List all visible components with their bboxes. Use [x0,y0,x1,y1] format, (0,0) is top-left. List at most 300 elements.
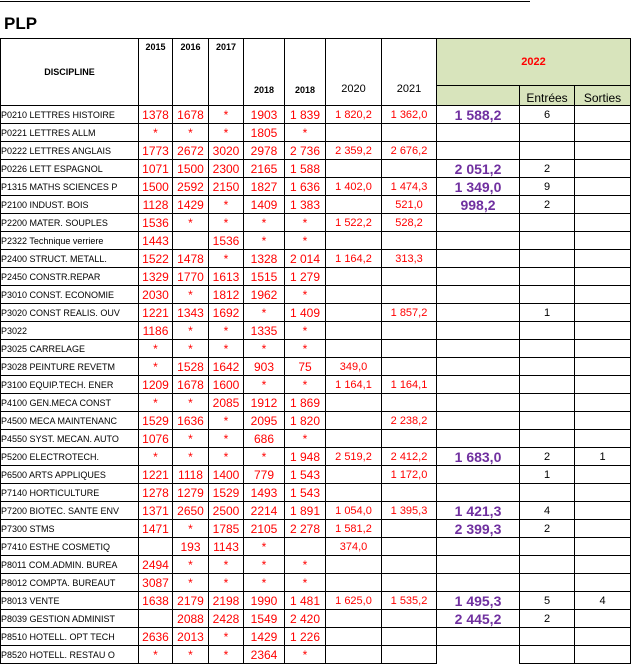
year-2022-blank [437,86,520,106]
value-2015: 3087 [139,574,173,592]
value-2020 [326,610,382,628]
value-2015: 1371 [139,502,173,520]
value-2015: * [139,394,173,412]
value-2022 [437,232,520,250]
value-2016: * [173,520,209,538]
value-sorties [575,286,631,304]
value-2022: 1 421,3 [437,502,520,520]
value-entrees [520,556,575,574]
value-2021: 1 857,2 [382,304,437,322]
value-2020 [326,394,382,412]
value-2021 [382,358,437,376]
value-2017: 1143 [209,538,244,556]
value-sorties [575,340,631,358]
value-2015 [139,538,173,556]
value-2018b: 1 409 [285,304,326,322]
value-2018: 1549 [244,610,285,628]
value-entrees [520,268,575,286]
value-2021 [382,538,437,556]
value-2015: 1529 [139,412,173,430]
value-2021 [382,610,437,628]
value-2022 [437,358,520,376]
value-2017: 2500 [209,502,244,520]
value-sorties [575,394,631,412]
value-2017: 1785 [209,520,244,538]
value-2016: 2672 [173,142,209,160]
value-sorties [575,322,631,340]
value-2017: 3020 [209,142,244,160]
value-entrees [520,628,575,646]
value-entrees [520,340,575,358]
value-entrees [520,322,575,340]
value-2020: 1 820,2 [326,106,382,124]
value-2016: * [173,322,209,340]
value-entrees: 6 [520,106,575,124]
value-2020 [326,268,382,286]
value-2018b: * [285,646,326,664]
value-2015: 1773 [139,142,173,160]
value-2015: 1638 [139,592,173,610]
value-2016: * [173,646,209,664]
value-2017: 2300 [209,160,244,178]
value-entrees [520,232,575,250]
table-row [1,358,631,376]
header-row [1,39,631,86]
table-row [1,124,631,142]
value-2018b: 1 891 [285,502,326,520]
value-2018b: 2 736 [285,142,326,160]
value-entrees [520,286,575,304]
value-2018b: 1 820 [285,412,326,430]
value-2022 [437,124,520,142]
value-sorties [575,124,631,142]
value-2020: 2 359,2 [326,142,382,160]
table-row [1,142,631,160]
value-2020: 1 522,2 [326,214,382,232]
value-sorties [575,232,631,250]
value-2022: 2 399,3 [437,520,520,538]
value-2020: 1 164,2 [326,250,382,268]
value-2016: 1770 [173,268,209,286]
value-2015: 2494 [139,556,173,574]
value-2018b [285,538,326,556]
value-2018b: 1 543 [285,484,326,502]
value-sorties: 4 [575,592,631,610]
value-2022 [437,340,520,358]
value-2016: * [173,124,209,142]
value-2021: 313,3 [382,250,437,268]
value-2022 [437,268,520,286]
value-sorties [575,106,631,124]
value-2015: 1076 [139,430,173,448]
value-2017: * [209,322,244,340]
row-discipline: P5200 ELECTROTECH. [1,448,139,466]
value-2015: 1221 [139,304,173,322]
row-discipline: P0210 LETTRES HISTOIRE [1,106,139,124]
value-2015: 2636 [139,628,173,646]
value-2018: 1827 [244,178,285,196]
value-2022: 1 495,3 [437,592,520,610]
value-sorties [575,304,631,322]
value-2020 [326,628,382,646]
value-2021: 521,0 [382,196,437,214]
value-2018b: 1 543 [285,466,326,484]
value-2020: 1 164,1 [326,376,382,394]
value-2018: 1912 [244,394,285,412]
value-sorties [575,160,631,178]
value-2022 [437,556,520,574]
value-sorties [575,556,631,574]
value-2015: * [139,340,173,358]
value-sorties [575,646,631,664]
value-2022: 1 588,2 [437,106,520,124]
table-row [1,592,631,610]
value-2017: 1536 [209,232,244,250]
value-2016: 1279 [173,484,209,502]
row-discipline: P8039 GESTION ADMINIST [1,610,139,628]
value-sorties [575,250,631,268]
value-2022: 1 683,0 [437,448,520,466]
value-2017: * [209,250,244,268]
row-discipline: P3022 [1,322,139,340]
value-2017: * [209,556,244,574]
value-2015: 1221 [139,466,173,484]
value-2016: 1500 [173,160,209,178]
row-discipline: P3025 CARRELAGE [1,340,139,358]
value-2017: * [209,412,244,430]
value-2017: * [209,214,244,232]
value-2015: * [139,646,173,664]
value-2015: 1536 [139,214,173,232]
value-2018b: 1 948 [285,448,326,466]
value-entrees [520,376,575,394]
value-2017: * [209,574,244,592]
value-2020: 374,0 [326,538,382,556]
value-2015: * [139,124,173,142]
table-row [1,484,631,502]
plp-table [0,38,631,664]
value-2021: 1 172,0 [382,466,437,484]
value-entrees [520,484,575,502]
row-discipline: P0222 LETTRES ANGLAIS [1,142,139,160]
value-2018: 2364 [244,646,285,664]
value-2017: * [209,340,244,358]
year-2018-header: 2018 [244,39,285,106]
value-2015: 1443 [139,232,173,250]
value-2022: 1 349,0 [437,178,520,196]
value-sorties [575,196,631,214]
value-2015: * [139,448,173,466]
table-row [1,106,631,124]
value-entrees [520,574,575,592]
value-2020: 2 519,2 [326,448,382,466]
value-2017: 1529 [209,484,244,502]
value-2021 [382,322,437,340]
value-2021: 2 238,2 [382,412,437,430]
value-2018b: * [285,376,326,394]
year-2021-header: 2021 [382,39,437,106]
value-sorties [575,268,631,286]
row-discipline: P7300 STMS [1,520,139,538]
table-row [1,502,631,520]
value-2021 [382,286,437,304]
value-entrees [520,394,575,412]
value-2021: 2 412,2 [382,448,437,466]
value-2018b: * [285,286,326,304]
value-entrees [520,646,575,664]
table-row [1,178,631,196]
value-2018: 1328 [244,250,285,268]
value-2021 [382,394,437,412]
value-2020: 1 625,0 [326,592,382,610]
value-2018b: * [285,322,326,340]
value-2018: * [244,556,285,574]
value-2018b: * [285,574,326,592]
value-2022 [437,646,520,664]
value-2016: 1678 [173,106,209,124]
value-2018: * [244,304,285,322]
value-2015: 1522 [139,250,173,268]
value-entrees [520,412,575,430]
row-discipline: P3010 CONST. ECONOMIE [1,286,139,304]
value-2022: 2 445,2 [437,610,520,628]
value-2020 [326,556,382,574]
row-discipline: P7140 HORTICULTURE [1,484,139,502]
table-row [1,250,631,268]
value-2018: 1962 [244,286,285,304]
row-discipline: P8510 HOTELL. OPT TECH [1,628,139,646]
value-2016: * [173,286,209,304]
value-entrees [520,538,575,556]
value-entrees: 2 [520,448,575,466]
value-2016: * [173,340,209,358]
value-2015: 1278 [139,484,173,502]
value-2015: * [139,358,173,376]
value-entrees: 5 [520,592,575,610]
value-2018: 1805 [244,124,285,142]
value-2022 [437,466,520,484]
value-2020 [326,430,382,448]
value-2015: 2030 [139,286,173,304]
top-rule [0,1,530,2]
value-2017: * [209,448,244,466]
value-2021: 1 362,0 [382,106,437,124]
value-2018: 686 [244,430,285,448]
table-row [1,322,631,340]
value-2020 [326,304,382,322]
value-2020 [326,484,382,502]
row-discipline: P3028 PEINTURE REVETM [1,358,139,376]
row-discipline: P7200 BIOTEC. SANTE ENV [1,502,139,520]
value-2018b: 2 278 [285,520,326,538]
row-discipline: P3020 CONST REALIS. OUV [1,304,139,322]
value-2016: * [173,214,209,232]
value-2020 [326,160,382,178]
value-2020 [326,286,382,304]
value-2020 [326,196,382,214]
value-2022: 2 051,2 [437,160,520,178]
sorties-header: Sorties [575,86,631,106]
value-entrees [520,214,575,232]
row-discipline: P2322 Technique verriere [1,232,139,250]
year-2020-header: 2020 [326,39,382,106]
value-entrees: 1 [520,466,575,484]
value-2016: 2013 [173,628,209,646]
value-2021 [382,556,437,574]
value-sorties [575,412,631,430]
value-entrees: 2 [520,520,575,538]
value-2017: 1600 [209,376,244,394]
value-2016: 1429 [173,196,209,214]
table-row [1,232,631,250]
value-2016: 1528 [173,358,209,376]
value-2017: 2150 [209,178,244,196]
value-2022 [437,286,520,304]
table-row [1,646,631,664]
value-2016: * [173,394,209,412]
table-row [1,610,631,628]
entrees-header: Entrées [520,86,575,106]
value-2022 [437,142,520,160]
row-discipline: P2200 MATER. SOUPLES [1,214,139,232]
value-2020: 1 402,0 [326,178,382,196]
value-sorties [575,502,631,520]
value-2015: 1128 [139,196,173,214]
year-2016-header: 2016 [173,39,209,106]
value-sorties [575,574,631,592]
value-2018: * [244,448,285,466]
value-2020 [326,412,382,430]
value-2017: 1812 [209,286,244,304]
value-entrees: 2 [520,196,575,214]
value-2017: * [209,646,244,664]
value-2016: * [173,448,209,466]
value-2020 [326,574,382,592]
value-2022 [437,430,520,448]
value-sorties [575,538,631,556]
value-2018b: * [285,430,326,448]
value-2021: 1 395,3 [382,502,437,520]
value-2020 [326,322,382,340]
table-row [1,286,631,304]
value-2018b: 1 226 [285,628,326,646]
value-2021: 528,2 [382,214,437,232]
table-row [1,268,631,286]
value-2016: * [173,574,209,592]
value-2018: 1903 [244,106,285,124]
value-entrees: 2 [520,610,575,628]
table-row [1,520,631,538]
value-2016 [173,232,209,250]
value-2015: 1329 [139,268,173,286]
value-2016: 2592 [173,178,209,196]
value-2018b: 2 420 [285,610,326,628]
value-2016: * [173,430,209,448]
table-row [1,214,631,232]
value-2018: 1429 [244,628,285,646]
year-2018b-header: 2018 [285,39,326,106]
value-2020 [326,340,382,358]
value-2015 [139,610,173,628]
value-2017: 2085 [209,394,244,412]
value-2021: 2 676,2 [382,142,437,160]
value-2021 [382,232,437,250]
year-2017-header: 2017 [209,39,244,106]
value-2018: 1335 [244,322,285,340]
value-2022 [437,628,520,646]
value-sorties: 1 [575,448,631,466]
value-sorties [575,520,631,538]
table-row [1,430,631,448]
value-2022: 998,2 [437,196,520,214]
value-2018: * [244,538,285,556]
value-2021: 1 535,2 [382,592,437,610]
value-2015: 1071 [139,160,173,178]
value-2018: * [244,574,285,592]
value-sorties [575,466,631,484]
value-2020 [326,646,382,664]
discipline-header: DISCIPLINE [1,39,139,106]
value-sorties [575,358,631,376]
value-2020: 349,0 [326,358,382,376]
value-2018b: 1 279 [285,268,326,286]
value-2018b: * [285,124,326,142]
value-2018b: * [285,232,326,250]
value-2022 [437,412,520,430]
row-discipline: P4550 SYST. MECAN. AUTO [1,430,139,448]
row-discipline: P6500 ARTS APPLIQUES [1,466,139,484]
value-2017: * [209,628,244,646]
value-2016: 1118 [173,466,209,484]
value-2018: 1515 [244,268,285,286]
value-entrees: 1 [520,304,575,322]
value-2018: 903 [244,358,285,376]
value-sorties [575,178,631,196]
row-discipline: P8012 COMPTA. BUREAUT [1,574,139,592]
value-2022 [437,322,520,340]
value-2021 [382,430,437,448]
value-2022 [437,484,520,502]
row-discipline: P2100 INDUST. BOIS [1,196,139,214]
value-2018: 1409 [244,196,285,214]
value-sorties [575,142,631,160]
row-discipline: P0221 LETTRES ALLM [1,124,139,142]
value-2016: * [173,556,209,574]
value-2015: 1209 [139,376,173,394]
value-2016: 2088 [173,610,209,628]
year-2022-header: 2022 [437,39,631,86]
row-discipline: P8011 COM.ADMIN. BUREA [1,556,139,574]
row-discipline: P0226 LETT ESPAGNOL [1,160,139,178]
value-2016: 1678 [173,376,209,394]
value-2017: * [209,106,244,124]
value-2015: 1378 [139,106,173,124]
table-row [1,628,631,646]
value-2018: * [244,232,285,250]
value-2022 [437,250,520,268]
value-2018: 2165 [244,160,285,178]
value-2021 [382,268,437,286]
value-2017: * [209,196,244,214]
value-2015: 1471 [139,520,173,538]
value-2018b: 1 869 [285,394,326,412]
value-entrees [520,142,575,160]
value-2021: 1 474,3 [382,178,437,196]
page-title: PLP [4,14,38,33]
value-2018b: 2 014 [285,250,326,268]
value-2021 [382,340,437,358]
value-2020: 1 581,2 [326,520,382,538]
